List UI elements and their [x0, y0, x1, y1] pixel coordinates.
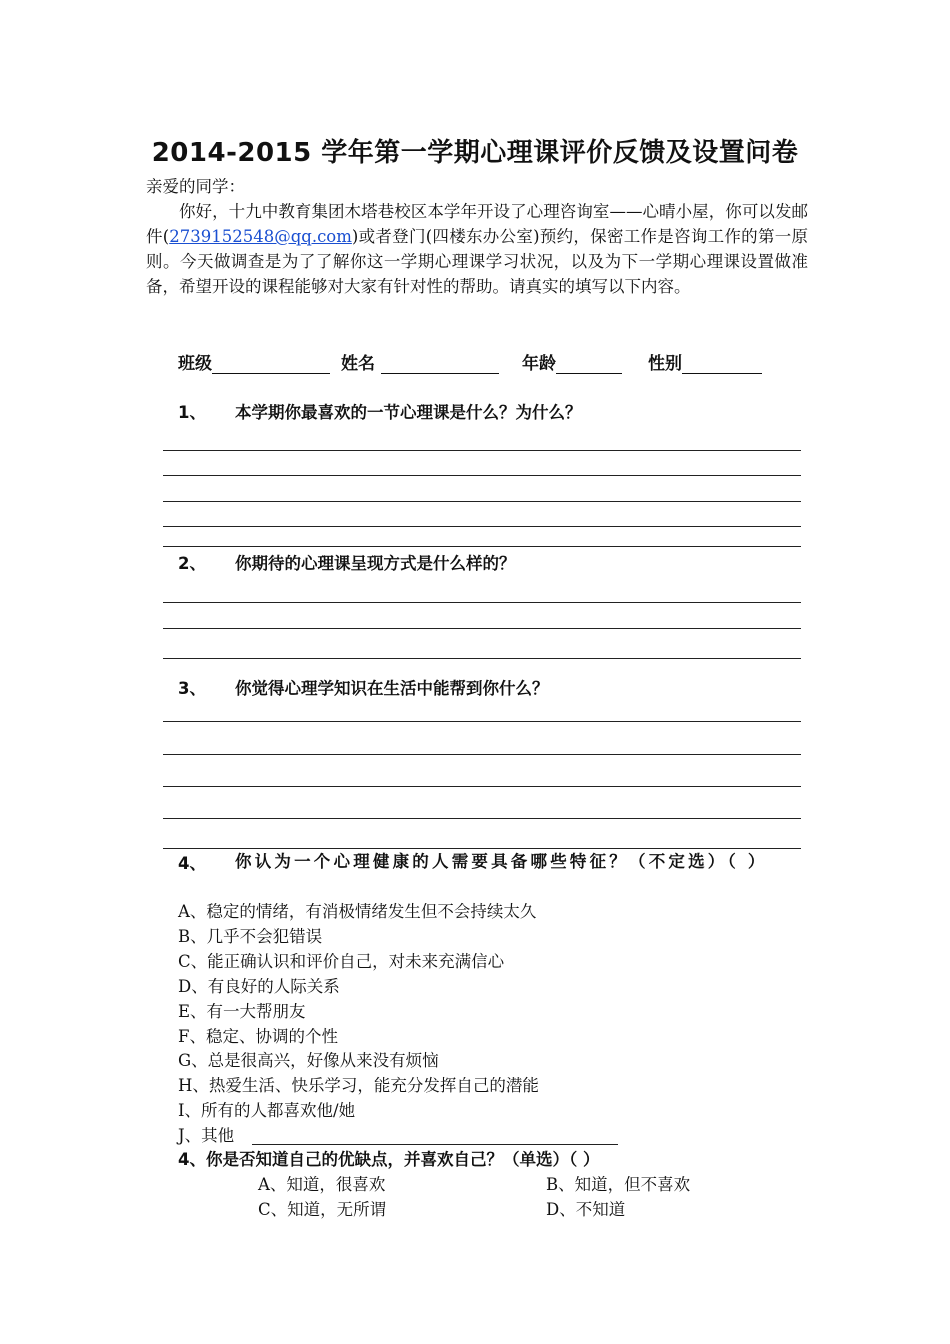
answer-line[interactable] — [163, 475, 801, 476]
question-number: 1、 — [178, 403, 206, 422]
gender-label: 性别 — [648, 354, 682, 374]
question-text: 本学期你最喜欢的一节心理课是什么？为什么？ — [235, 403, 582, 422]
answer-line[interactable] — [163, 628, 801, 629]
answer-line[interactable] — [163, 546, 801, 547]
question-number: 2、 — [178, 554, 206, 573]
answer-line[interactable] — [163, 450, 801, 451]
question-number: 4、 — [178, 854, 206, 873]
intro-paragraph — [146, 199, 808, 299]
page-title: 2014-2015 学年第一学期心理课评价反馈及设置问卷 — [151, 138, 799, 168]
question-number: 3、 — [178, 679, 206, 698]
single-option-c[interactable]: C、知道，无所谓 — [258, 1200, 387, 1219]
gender-field[interactable] — [682, 353, 762, 374]
greeting: 亲爱的同学： — [146, 177, 245, 196]
option-i[interactable]: I、所有的人都喜欢他/她 — [178, 1101, 356, 1120]
option-e[interactable]: E、有一大帮朋友 — [178, 1002, 306, 1021]
email-link[interactable]: 2739152548@qq.com — [169, 227, 352, 246]
single-option-b[interactable]: B、知道，但不喜欢 — [546, 1175, 691, 1194]
intro-text-after-email: )或者登门(四楼东办公室)预约，保密工作是咨询工作的第一原则。今天做调查是为了了解你这一学期心理课学习状况，以及为下一学期心理课设置做准备，希望开设的课程能够对大家有针对性的帮助。请真实的填写以下内容。 — [146, 227, 809, 296]
answer-line[interactable] — [163, 501, 801, 502]
class-label: 班级 — [178, 354, 212, 374]
answer-line[interactable] — [163, 754, 801, 755]
option-a[interactable]: A、稳定的情绪，有消极情绪发生但不会持续太久 — [178, 902, 537, 921]
option-h[interactable]: H、热爱生活、快乐学习，能充分发挥自己的潜能 — [178, 1076, 539, 1095]
option-f[interactable]: F、稳定、协调的个性 — [178, 1027, 338, 1046]
option-g[interactable]: G、总是很高兴，好像从来没有烦恼 — [178, 1051, 439, 1070]
single-option-d[interactable]: D、不知道 — [546, 1200, 626, 1219]
age-label: 年龄 — [522, 354, 556, 374]
age-field[interactable] — [556, 353, 622, 374]
option-j[interactable]: J、其他 — [178, 1126, 235, 1145]
question-5: 4、你是否知道自己的优缺点，并喜欢自己？（单选）（ ） — [178, 1150, 600, 1169]
answer-line[interactable] — [163, 818, 801, 819]
class-field[interactable] — [212, 353, 330, 374]
answer-line[interactable] — [163, 721, 801, 722]
intro-text-before-email: 你好，十九中教育集团木塔巷校区本学年开设了心理咨询室——心晴小屋，你可以发邮件( — [146, 202, 808, 246]
answer-line[interactable] — [163, 848, 801, 849]
question-text: 你觉得心理学知识在生活中能帮到你什么？ — [235, 679, 549, 698]
name-label: 姓名 — [341, 354, 375, 374]
option-b[interactable]: B、几乎不会犯错误 — [178, 927, 323, 946]
option-c[interactable]: C、能正确认识和评价自己，对未来充满信心 — [178, 952, 505, 971]
question-text: 你认为一个心理健康的人需要具备哪些特征？（不定选）（ ） — [235, 852, 768, 871]
name-field[interactable] — [381, 353, 499, 374]
answer-line[interactable] — [163, 658, 801, 659]
option-d[interactable]: D、有良好的人际关系 — [178, 977, 340, 996]
question-text: 你期待的心理课呈现方式是什么样的？ — [235, 554, 516, 573]
single-option-a[interactable]: A、知道，很喜欢 — [258, 1175, 386, 1194]
answer-line[interactable] — [163, 786, 801, 787]
answer-line[interactable] — [163, 602, 801, 603]
answer-line[interactable] — [163, 526, 801, 527]
divider-line — [252, 1144, 618, 1145]
